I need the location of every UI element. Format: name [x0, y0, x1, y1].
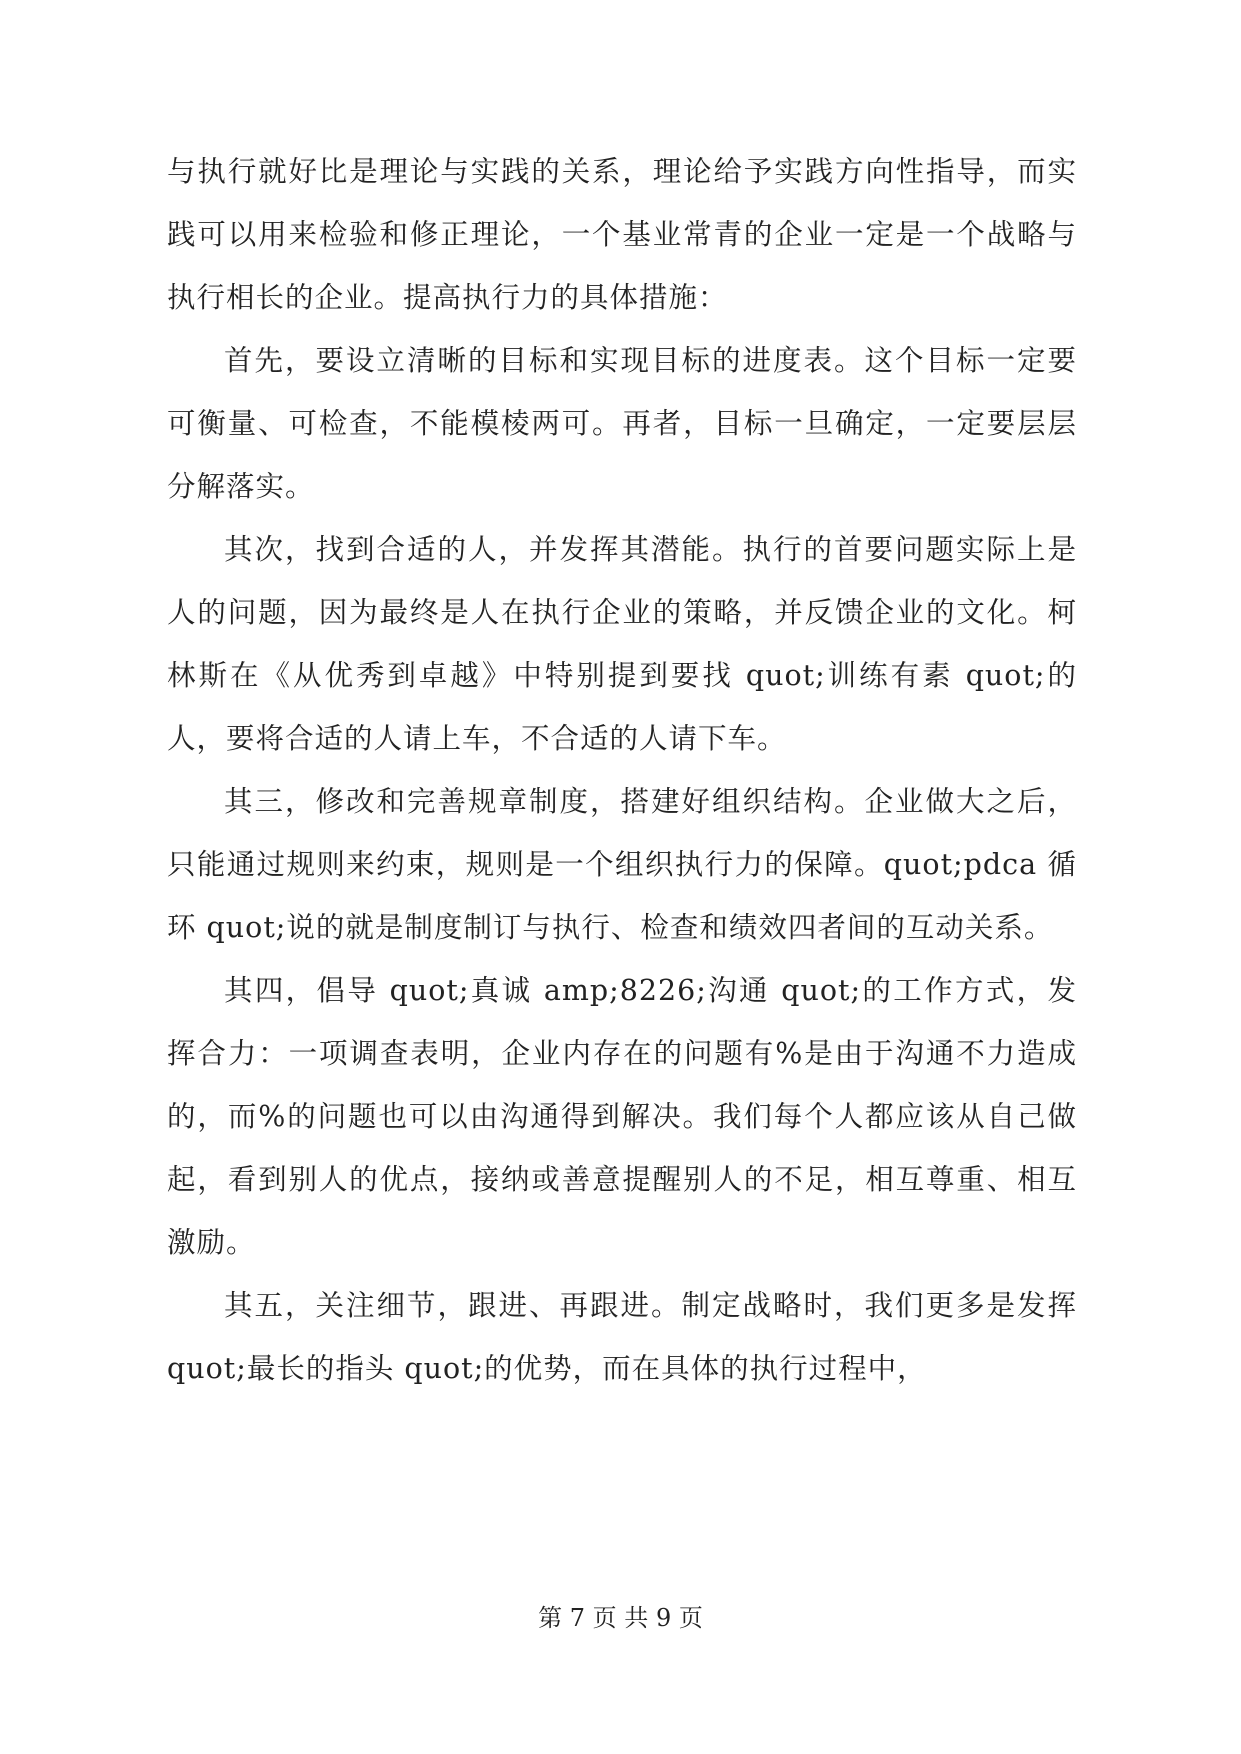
body-text [167, 140, 1077, 1400]
paragraph-second: 其次，找到合适的人，并发挥其潜能。执行的首要问题实际上是人的问题，因为最终是人在执行企业的策略，并反馈企业的文化。柯林斯在《从优秀到卓越》中特别提到要找 quot;训练有素 quot;的人，要将合适的人请上车，不合适的人请下车。 [167, 533, 1077, 755]
paragraph-fourth: 其四，倡导 quot;真诚 amp;8226;沟通 quot;的工作方式，发挥合力：一项调查表明，企业内存在的问题有%是由于沟通不力造成的，而%的问题也可以由沟通得到解决。我们每个人都应该从自己做起，看到别人的优点，接纳或善意提醒别人的不足，相互尊重、相互激励。 [167, 974, 1077, 1259]
paragraph-first: 首先，要设立清晰的目标和实现目标的进度表。这个目标一定要可衡量、可检查，不能模棱两可。再者，目标一旦确定，一定要层层分解落实。 [167, 344, 1077, 503]
page-number: 第 7 页 共 9 页 [538, 1604, 703, 1632]
page-footer [0, 1598, 1241, 1638]
paragraph-third: 其三，修改和完善规章制度，搭建好组织结构。企业做大之后，只能通过规则来约束，规则是一个组织执行力的保障。quot;pdca 循环 quot;说的就是制度制订与执行、检查和绩效四者间的互动关系。 [167, 785, 1077, 944]
paragraph-continuation: 与执行就好比是理论与实践的关系，理论给予实践方向性指导，而实践可以用来检验和修正理论，一个基业常青的企业一定是一个战略与执行相长的企业。提高执行力的具体措施： [167, 155, 1077, 314]
paragraph-fifth: 其五，关注细节，跟进、再跟进。制定战略时，我们更多是发挥 quot;最长的指头 quot;的优势，而在具体的执行过程中， [167, 1289, 1077, 1385]
